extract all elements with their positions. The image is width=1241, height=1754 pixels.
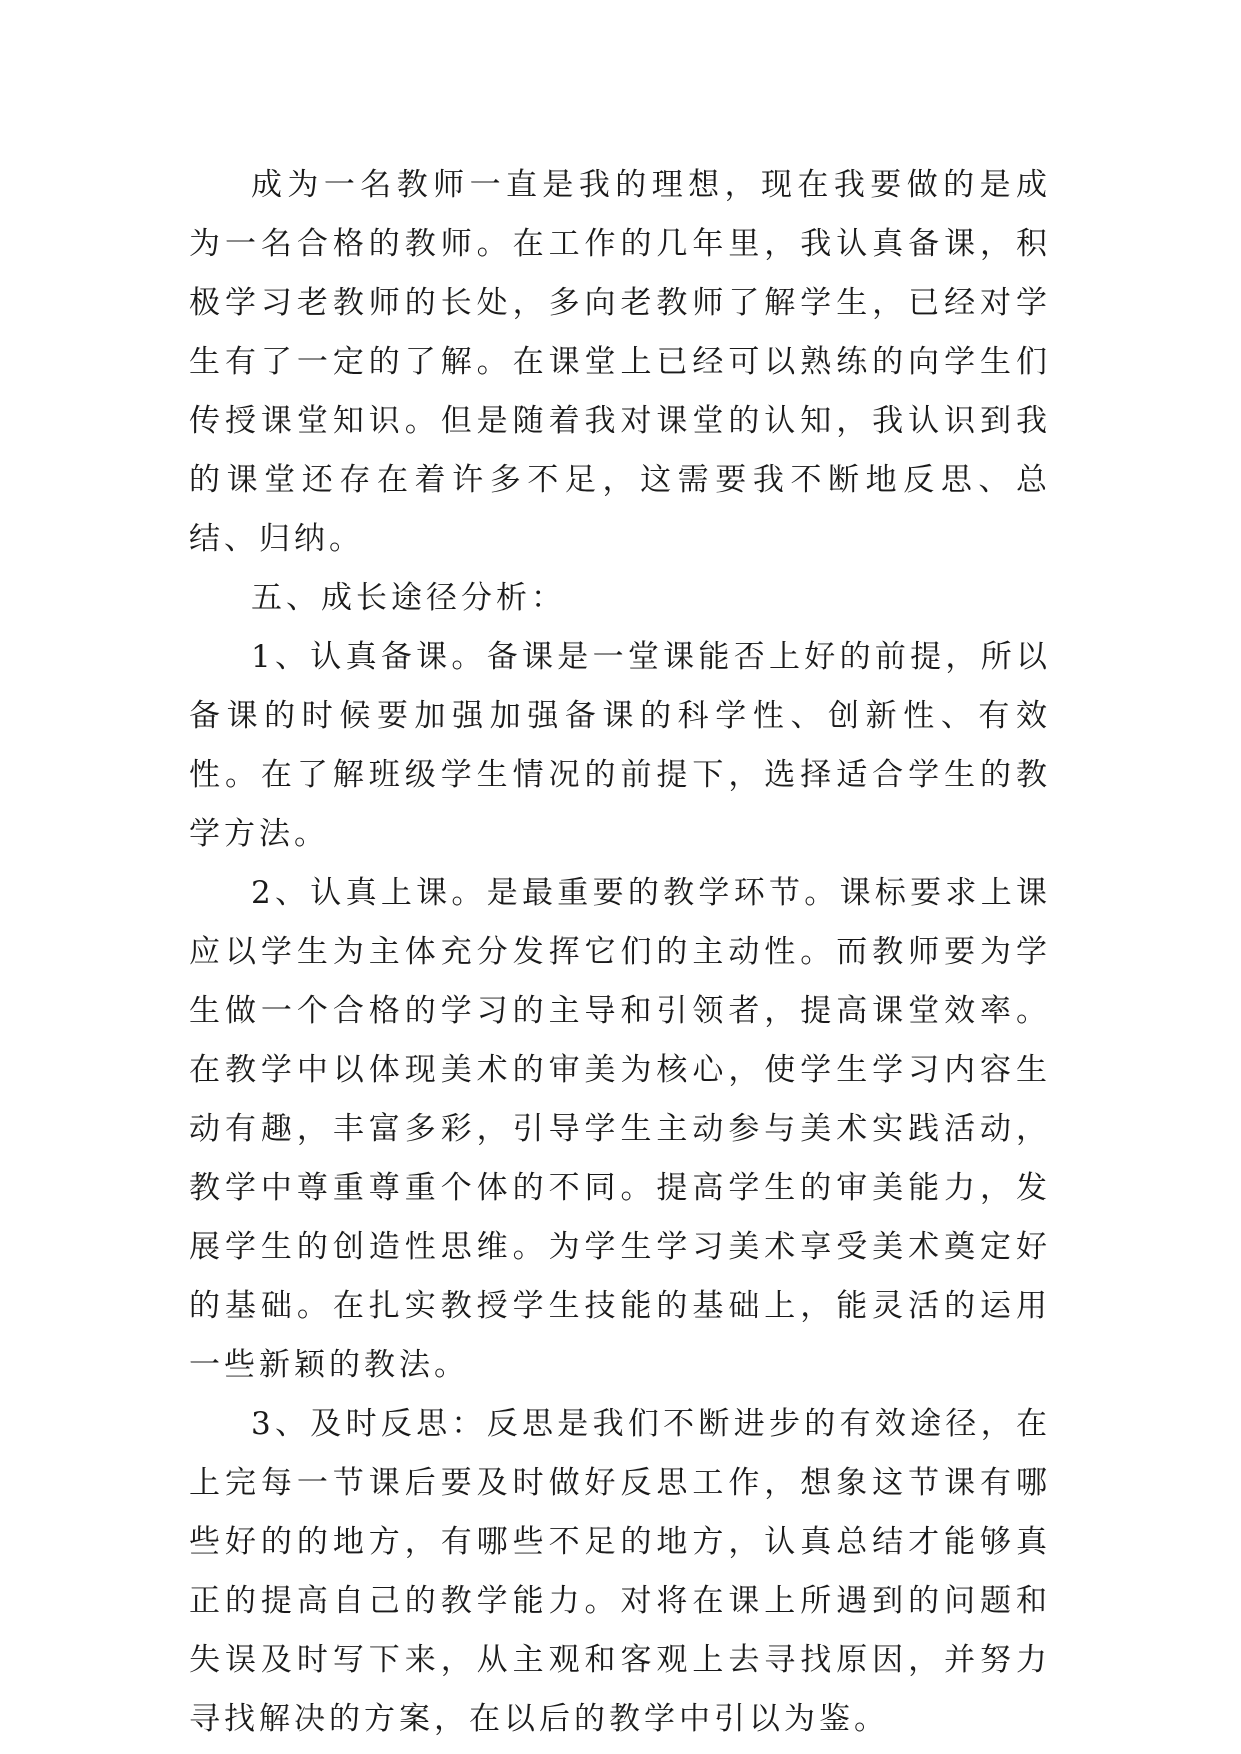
paragraph-intro: 成为一名教师一直是我的理想，现在我要做的是成为一名合格的教师。在工作的几年里，我认真备课，积极学习老教师的长处，多向老教师了解学生，已经对学生有了一定的了解。在课堂上已经可以熟练的向学生们传授课堂知识。但是随着我对课堂的认知，我认识到我的课堂还存在着许多不足，这需要我不断地反思、总结、归纳。	[189, 167, 1051, 557]
paragraph-item-1: 1、认真备课。备课是一堂课能否上好的前提，所以备课的时候要加强加强备课的科学性、创新性、有效性。在了解班级学生情况的前提下，选择适合学生的教学方法。	[189, 639, 1051, 852]
paragraph-item-3: 3、及时反思：反思是我们不断进步的有效途径，在上完每一节课后要及时做好反思工作，想象这节课有哪些好的的地方，有哪些不足的地方，认真总结才能够真正的提高自己的教学能力。对将在课上所遇到的问题和失误及时写下来，从主观和客观上去寻找原因，并努力寻找解决的方案，在以后的教学中引以为鉴。	[189, 1406, 1051, 1737]
paragraph-item-2: 2、认真上课。是最重要的教学环节。课标要求上课应以学生为主体充分发挥它们的主动性。而教师要为学生做一个合格的学习的主导和引领者，提高课堂效率。在教学中以体现美术的审美为核心，使学生学习内容生动有趣，丰富多彩，引导学生主动参与美术实践活动，教学中尊重尊重个体的不同。提高学生的审美能力，发展学生的创造性思维。为学生学习美术享受美术奠定好的基础。在扎实教授学生技能的基础上，能灵活的运用一些新颖的教法。	[189, 875, 1051, 1383]
document-body	[189, 156, 1051, 1749]
section-heading-growth-path: 五、成长途径分析：	[251, 580, 566, 616]
